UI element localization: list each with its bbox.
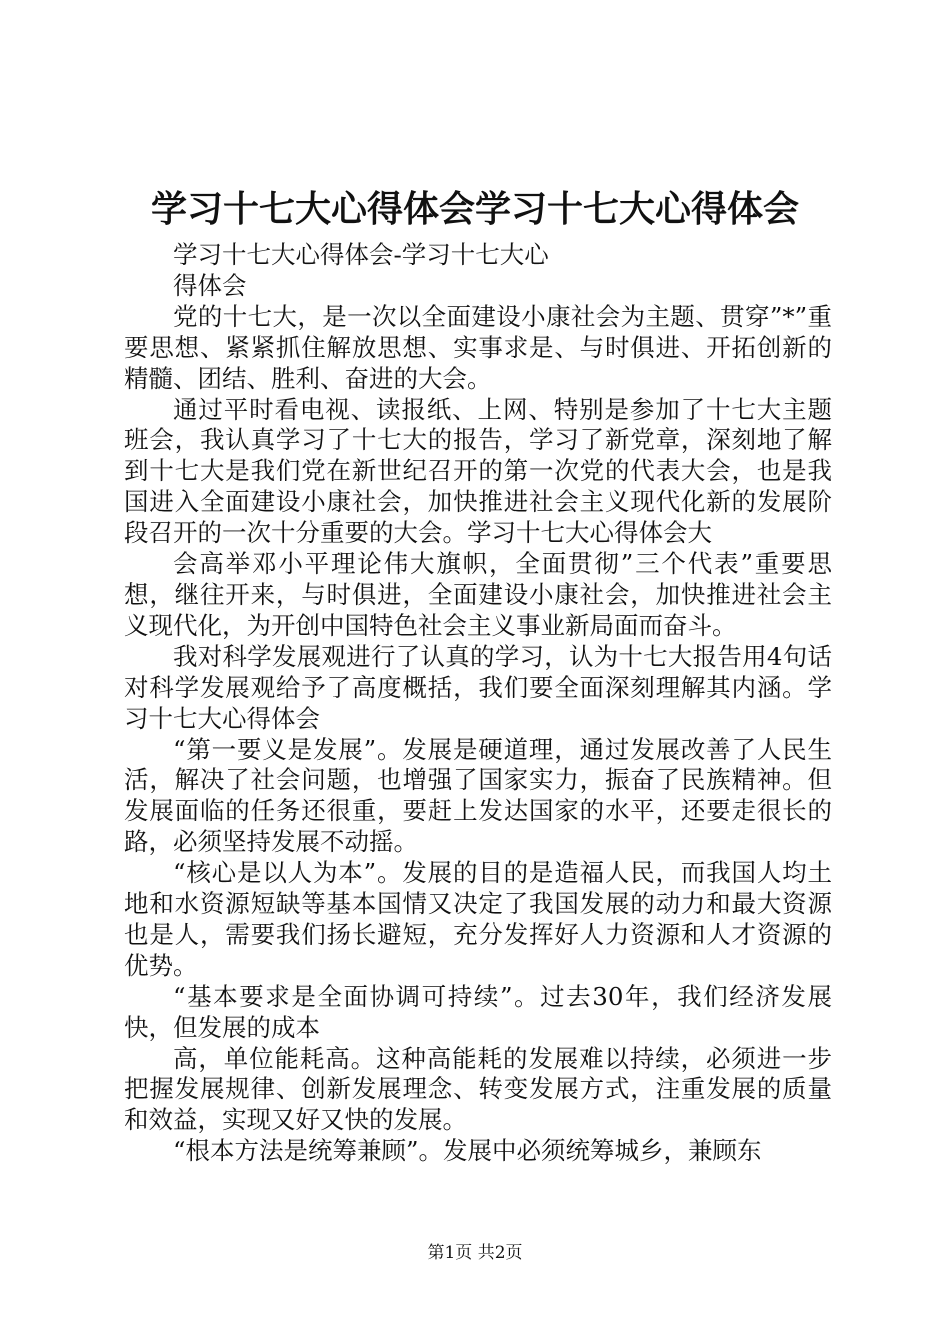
- paragraph-8: 高，单位能耗高。这种高能耗的发展难以持续，必须进一步把握发展规律、创新发展理念、转变发展方式，注重发展的质量和效益，实现又好又快的发展。: [124, 1043, 832, 1135]
- subtitle-line-1: 学习十七大心得体会-学习十七大心: [173, 240, 549, 269]
- paragraph-6: “核心是以人为本”。发展的目的是造福人民，而我国人均土地和水资源短缺等基本国情又决定了我国发展的动力和最大资源也是人，需要我们扬长避短，充分发挥好人力资源和人才资源的优势。: [124, 858, 832, 980]
- paragraph-3: 会高举邓小平理论伟大旗帜，全面贯彻”三个代表”重要思想，继往开来，与时俱进，全面建设小康社会，加快推进社会主义现代化，为开创中国特色社会主义事业新局面而奋斗。: [124, 549, 832, 640]
- paragraph-2: 通过平时看电视、读报纸、上网、特别是参加了十七大主题班会，我认真学习了十七大的报告，学习了新党章，深刻地了解到十七大是我们党在新世纪召开的第一次党的代表大会，也是我国进入全面建设小康社会，加快推进社会主义现代化新的发展阶段召开的一次十分重要的大会。学习十七大心得体会大: [124, 394, 832, 548]
- document-title: 学习十七大心得体会学习十七大心得体会: [150, 188, 799, 230]
- paragraph-5: “第一要义是发展”。发展是硬道理，通过发展改善了人民生活，解决了社会问题，也增强了国家实力，振奋了民族精神。但发展面临的任务还很重，要赶上发达国家的水平，还要走很长的路，必须坚持发展不动摇。: [124, 734, 832, 857]
- paragraph-7: “基本要求是全面协调可持续”。过去30年，我们经济发展快，但发展的成本: [124, 981, 832, 1042]
- subtitle-line-2: 得体会: [173, 270, 247, 300]
- document-body: [124, 240, 832, 1167]
- paragraph-1: 党的十七大，是一次以全面建设小康社会为主题、贯穿”*”重要思想、紧紧抓住解放思想、实事求是、与时俱进、开拓创新的精髓、团结、胜利、奋进的大会。: [124, 301, 832, 393]
- paragraph-4: 我对科学发展观进行了认真的学习，认为十七大报告用4句话对科学发展观给予了高度概括，我们要全面深刻理解其内涵。学习十七大心得体会: [124, 641, 832, 733]
- paragraph-9: “根本方法是统筹兼顾”。发展中必须统筹城乡，兼顾东: [173, 1136, 762, 1166]
- page-footer: 第1页 共2页: [427, 1243, 523, 1263]
